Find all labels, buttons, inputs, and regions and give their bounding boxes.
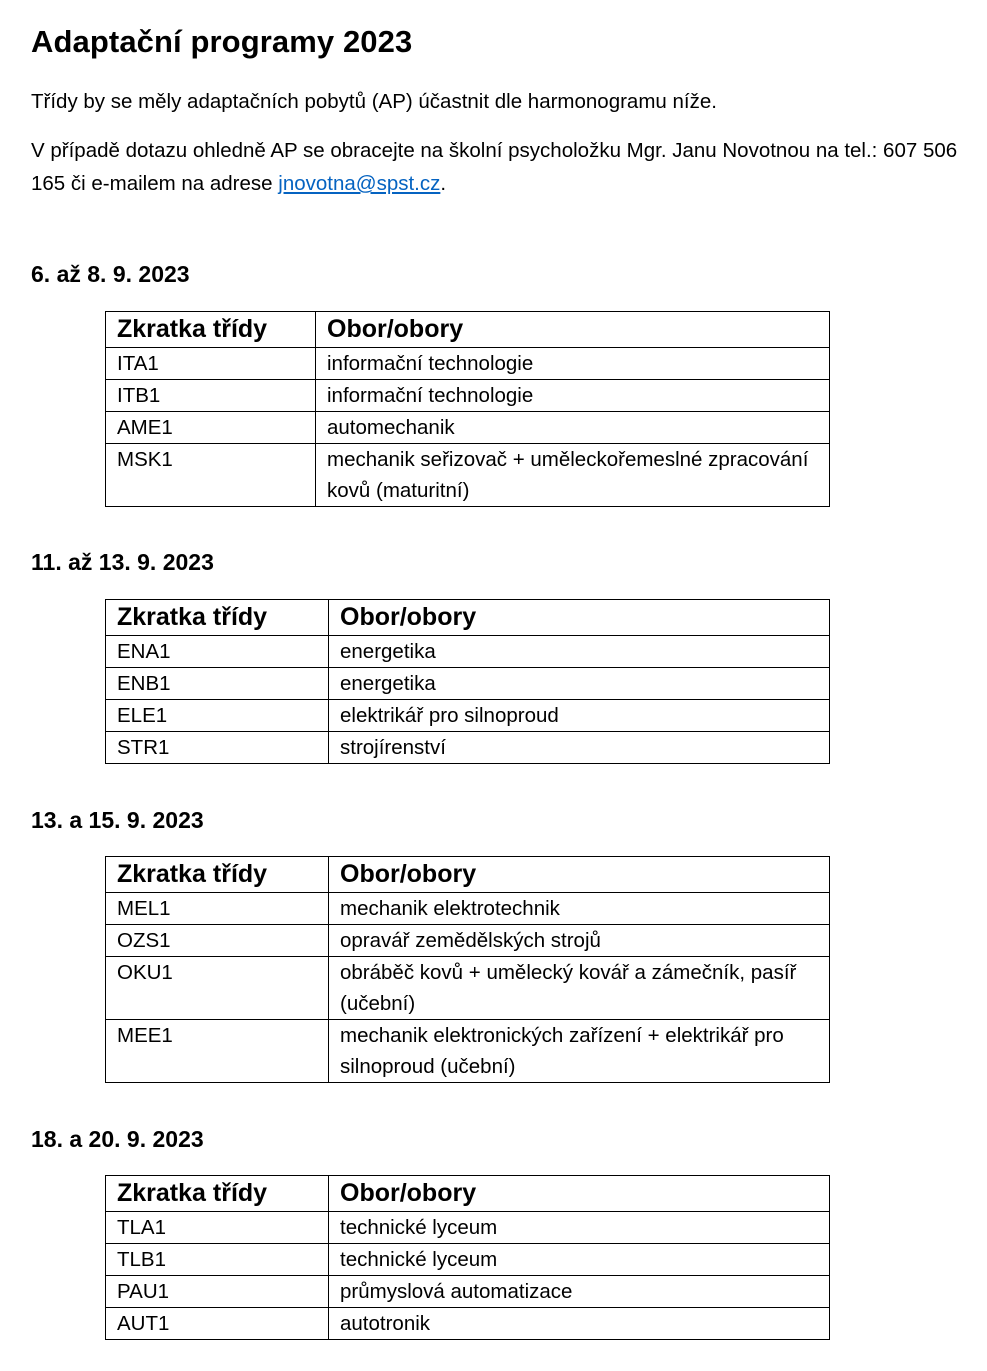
header-field: Obor/obory	[329, 857, 830, 893]
table-row	[106, 412, 830, 444]
table-row	[106, 957, 830, 1020]
class-code: PAU1	[106, 1276, 329, 1308]
table-row	[106, 444, 830, 507]
table-row	[106, 732, 830, 764]
table-row	[106, 668, 830, 700]
table-row	[106, 348, 830, 380]
intro-paragraph: Třídy by se měly adaptačních pobytů (AP) účastnit dle harmonogramu níže.	[31, 90, 717, 113]
class-field: mechanik elektrotechnik	[329, 893, 830, 925]
contact-paragraph	[31, 134, 976, 200]
class-field: obráběč kovů + umělecký kovář a zámečník, pasíř (učební)	[329, 957, 830, 1020]
table-header-row	[106, 312, 830, 348]
class-code: MSK1	[106, 444, 316, 507]
class-code: TLB1	[106, 1244, 329, 1276]
page-title: Adaptační programy 2023	[31, 24, 413, 59]
class-field: elektrikář pro silnoproud	[329, 700, 830, 732]
class-code: OKU1	[106, 957, 329, 1020]
header-code: Zkratka třídy	[106, 312, 316, 348]
class-code: ELE1	[106, 700, 329, 732]
schedule-table-2	[105, 599, 830, 764]
section-heading-2: 11. až 13. 9. 2023	[31, 549, 214, 575]
class-code: ITA1	[106, 348, 316, 380]
class-field: energetika	[329, 636, 830, 668]
class-code: ENB1	[106, 668, 329, 700]
class-field: opravář zemědělských strojů	[329, 925, 830, 957]
class-field: autotronik	[329, 1308, 830, 1340]
header-field: Obor/obory	[329, 600, 830, 636]
header-code: Zkratka třídy	[106, 857, 329, 893]
class-code: TLA1	[106, 1212, 329, 1244]
table-row	[106, 925, 830, 957]
table-row	[106, 1020, 830, 1083]
class-code: AME1	[106, 412, 316, 444]
class-code: OZS1	[106, 925, 329, 957]
class-field: mechanik seřizovač + uměleckořemeslné zpracování kovů (maturitní)	[316, 444, 830, 507]
class-field: automechanik	[316, 412, 830, 444]
class-code: ITB1	[106, 380, 316, 412]
section-heading-1: 6. až 8. 9. 2023	[31, 261, 190, 287]
class-code: MEE1	[106, 1020, 329, 1083]
schedule-table-1	[105, 311, 830, 507]
class-code: MEL1	[106, 893, 329, 925]
table-row	[106, 380, 830, 412]
header-code: Zkratka třídy	[106, 1176, 329, 1212]
class-field: energetika	[329, 668, 830, 700]
table-header-row	[106, 600, 830, 636]
table-row	[106, 636, 830, 668]
table-row	[106, 1276, 830, 1308]
header-field: Obor/obory	[329, 1176, 830, 1212]
table-row	[106, 700, 830, 732]
class-field: mechanik elektronických zařízení + elektrikář pro silnoproud (učební)	[329, 1020, 830, 1083]
table-header-row	[106, 857, 830, 893]
class-code: ENA1	[106, 636, 329, 668]
header-field: Obor/obory	[316, 312, 830, 348]
section-heading-3: 13. a 15. 9. 2023	[31, 807, 204, 833]
contact-text: V případě dotazu ohledně AP se obracejte na školní psycholožku Mgr. Janu Novotnou na tel.: 607 506 165 či e-mailem na adrese	[31, 139, 958, 195]
class-code: AUT1	[106, 1308, 329, 1340]
class-field: technické lyceum	[329, 1212, 830, 1244]
table-row	[106, 1212, 830, 1244]
class-field: informační technologie	[316, 380, 830, 412]
schedule-table-3	[105, 856, 830, 1083]
table-header-row	[106, 1176, 830, 1212]
schedule-table-4	[105, 1175, 830, 1340]
email-link[interactable]: jnovotna@spst.cz	[278, 172, 441, 195]
table-row	[106, 893, 830, 925]
class-code: STR1	[106, 732, 329, 764]
class-field: technické lyceum	[329, 1244, 830, 1276]
class-field: strojírenství	[329, 732, 830, 764]
section-heading-4: 18. a 20. 9. 2023	[31, 1126, 204, 1152]
header-code: Zkratka třídy	[106, 600, 329, 636]
class-field: informační technologie	[316, 348, 830, 380]
contact-suffix: .	[440, 172, 447, 195]
table-row	[106, 1244, 830, 1276]
table-row	[106, 1308, 830, 1340]
class-field: průmyslová automatizace	[329, 1276, 830, 1308]
